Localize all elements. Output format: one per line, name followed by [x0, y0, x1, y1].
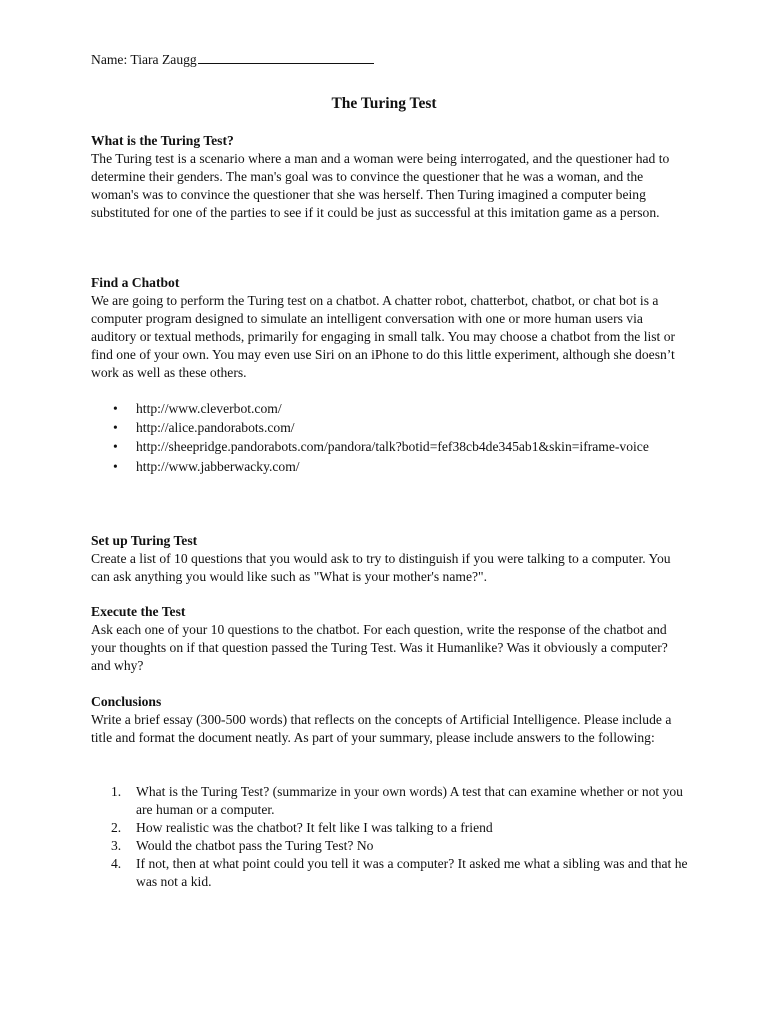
- section-conclusions: [91, 693, 681, 747]
- section-execute: [91, 603, 681, 675]
- name-underline: [198, 49, 374, 64]
- section-body: We are going to perform the Turing test on a chatbot. A chatter robot, chatterbot, chatbot, or chat bot is a computer program designed to simulate an intelligent conversation with one or more human users via auditory or textual methods, primarily for engaging in small talk. You may choose a chatbot from the list or find one of your own. You may even use Siri on an iPhone to do this little experiment, although she doesn’t work as well as these others.: [91, 293, 676, 380]
- chatbot-link[interactable]: http://www.jabberwacky.com/: [136, 459, 300, 474]
- bullet-icon: •: [113, 439, 118, 454]
- list-item: [91, 837, 691, 855]
- section-what-is: [91, 132, 681, 222]
- section-heading: What is the Turing Test?: [91, 133, 234, 148]
- answer-text: If not, then at what point could you tell it was a computer? It asked me what a sibling was and that he was not a kid.: [136, 856, 688, 889]
- section-heading: Execute the Test: [91, 604, 186, 619]
- section-body: Ask each one of your 10 questions to the chatbot. For each question, write the response of the chatbot and your thoughts on if that question passed the Turing Test. Was it Humanlike? Was it obviously a computer? and why?: [91, 622, 668, 673]
- section-heading: Conclusions: [91, 694, 162, 709]
- answer-text: What is the Turing Test? (summarize in your own words) A test that can examine whether or not you are human or a computer.: [136, 784, 683, 817]
- bullet-icon: •: [113, 420, 118, 435]
- section-heading: Find a Chatbot: [91, 275, 180, 290]
- bullet-icon: •: [113, 401, 118, 416]
- list-item: [91, 458, 681, 476]
- name-line: [91, 49, 374, 69]
- student-name: Name: Tiara Zaugg: [91, 52, 197, 67]
- chatbot-link[interactable]: http://alice.pandorabots.com/: [136, 420, 295, 435]
- section-body: Write a brief essay (300-500 words) that reflects on the concepts of Artificial Intelligence. Please include a title and format the document neatly. As part of your summary, please include answers to the following:: [91, 712, 672, 745]
- list-item: [91, 819, 691, 837]
- document-title: The Turing Test: [331, 95, 437, 112]
- section-body: The Turing test is a scenario where a man and a woman were being interrogated, and the questioner had to determine their genders. The man's goal was to convince the questioner that he was a woman, and the woman's was to convince the questioner that she was herself. Then Turing imagined a computer being substituted for one of the parties to see if it could be just as successful at this imitation game as a person.: [91, 151, 670, 220]
- list-item: [91, 400, 681, 418]
- answer-text: Would the chatbot pass the Turing Test? No: [136, 838, 374, 853]
- chatbot-link-list: [91, 400, 681, 476]
- section-find-chatbot: [91, 274, 681, 382]
- list-number: 3.: [111, 838, 122, 853]
- list-number: 1.: [111, 784, 122, 799]
- list-item: [91, 419, 681, 437]
- answer-text: How realistic was the chatbot? It felt like I was talking to a friend: [136, 820, 493, 835]
- list-item: [91, 438, 681, 456]
- answers-list: [91, 783, 691, 891]
- list-number: 2.: [111, 820, 122, 835]
- bullet-icon: •: [113, 459, 118, 474]
- list-item: [91, 855, 691, 891]
- section-heading: Set up Turing Test: [91, 533, 198, 548]
- section-setup: [91, 532, 681, 586]
- list-item: [91, 783, 691, 819]
- chatbot-link[interactable]: http://sheepridge.pandorabots.com/pandora/talk?botid=fef38cb4de345ab1&skin=iframe-voice: [136, 439, 649, 454]
- list-number: 4.: [111, 856, 122, 871]
- section-body: Create a list of 10 questions that you would ask to try to distinguish if you were talking to a computer. You can ask anything you would like such as "What is your mother's name?".: [91, 551, 671, 584]
- chatbot-link[interactable]: http://www.cleverbot.com/: [136, 401, 282, 416]
